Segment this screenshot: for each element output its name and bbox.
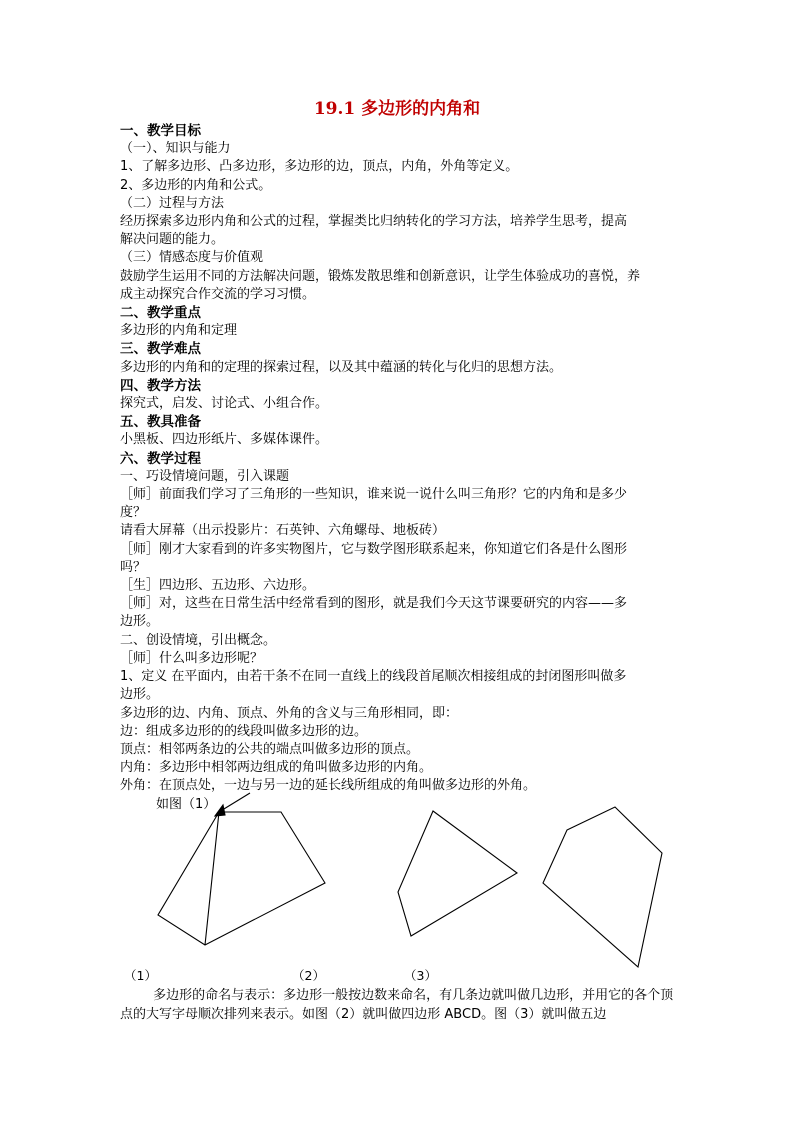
text-line: 内角：多边形中相邻两边组成的角叫做多边形的内角。 [120, 760, 433, 776]
text-line: （三）情感态度与价值观 [120, 250, 264, 266]
text-line: 度？ [120, 505, 147, 521]
section-heading: 五、教具准备 [120, 414, 201, 431]
section-heading: 一、教学目标 [120, 123, 201, 139]
text-line: 吗？ [120, 559, 147, 575]
section-heading: 三、教学难点 [120, 341, 201, 358]
text-line: 边形。 [120, 614, 160, 630]
figure-2-caption: （2） [292, 968, 325, 983]
text-line: ［师］什么叫多边形呢？ [120, 650, 264, 666]
text-line: 鼓励学生运用不同的方法解决问题，锻炼发散思维和创新意识，让学生体验成功的喜悦，养 [120, 268, 641, 284]
figure-1-caption: （1） [124, 968, 157, 983]
figure-2-quadrilateral [398, 811, 517, 936]
section-heading: 六、教学过程 [120, 450, 201, 467]
section-heading: 四、教学方法 [120, 377, 201, 394]
text-line: 如图（1） [156, 796, 217, 812]
text-line: 一、巧设情境问题，引入课题 [120, 468, 290, 484]
text-line: 二、创设情境，引出概念。 [120, 632, 277, 648]
figure-1-outline [158, 812, 325, 945]
text-line: （二）过程与方法 [120, 195, 225, 211]
text-line: （一）、知识与能力 [120, 141, 231, 157]
text-line: 边：组成多边形的的线段叫做多边形的边。 [120, 723, 368, 739]
text-line: ［生］四边形、五边形、六边形。 [120, 578, 316, 594]
text-line: 请看大屏幕（出示投影片：石英钟、六角螺母、地板砖） [120, 523, 446, 539]
text-line: 1、定义 在平面内，由若干条不在同一直线上的线段首尾顺次相接组成的封闭图形叫做多 [120, 669, 627, 685]
text-line: 外角：在顶点处，一边与另一边的延长线所组成的角叫做多边形的外角。 [120, 778, 537, 794]
text-line: 经历探索多边形内角和公式的过程，掌握类比归纳转化的学习方法，培养学生思考，提高 [120, 214, 628, 230]
section-heading: 二、教学重点 [120, 305, 201, 322]
text-line: 顶点：相邻两条边的公共的端点叫做多边形的顶点。 [120, 741, 420, 757]
text-line: 边形。 [120, 687, 160, 703]
figure-3-caption: （3） [404, 968, 437, 983]
text-line: 2、多边形的内角和公式。 [120, 177, 272, 193]
text-line: 多边形的边、内角、顶点、外角的含义与三角形相同，即： [120, 705, 459, 721]
text-line: 解决问题的能力。 [120, 232, 225, 248]
text-line: ［师］对，这些在日常生活中经常看到的图形，就是我们今天这节课要研究的内容——多 [120, 596, 628, 612]
page-title: 19.1 多边形的内角和 [313, 99, 481, 119]
text-line: 小黑板、四边形纸片、多媒体课件。 [120, 432, 329, 448]
figure-1-polygon [158, 793, 325, 945]
figure-3-pentagon [543, 807, 662, 967]
text-line: 多边形的内角和定理 [120, 323, 238, 339]
text-line: ［师］前面我们学习了三角形的一些知识，谁来说一说什么叫三角形？它的内角和是多少 [120, 487, 628, 503]
text-line: ［师］刚才大家看到的许多实物图片，它与数学图形联系起来，你知道它们各是什么图形 [120, 541, 628, 557]
text-line: 成主动探究合作交流的学习习惯。 [120, 286, 316, 302]
text-line: 探究式，启发、讨论式、小组合作。 [120, 396, 329, 412]
figure-1-arrowhead [215, 805, 225, 816]
naming-paragraph: 多边形的命名与表示：多边形一般按边数来命名，有几条边就叫做几边形，并用它的各个顶点的大写字母顺次排列来表示。如图（2）就叫做四边形 ABCD。图（3）就叫做五边 [120, 988, 674, 1022]
text-line: 多边形的内角和的定理的探索过程，以及其中蕴涵的转化与化归的思想方法。 [120, 359, 563, 375]
text-line: 1、了解多边形、凸多边形，多边形的边，顶点，内角，外角等定义。 [120, 159, 519, 175]
